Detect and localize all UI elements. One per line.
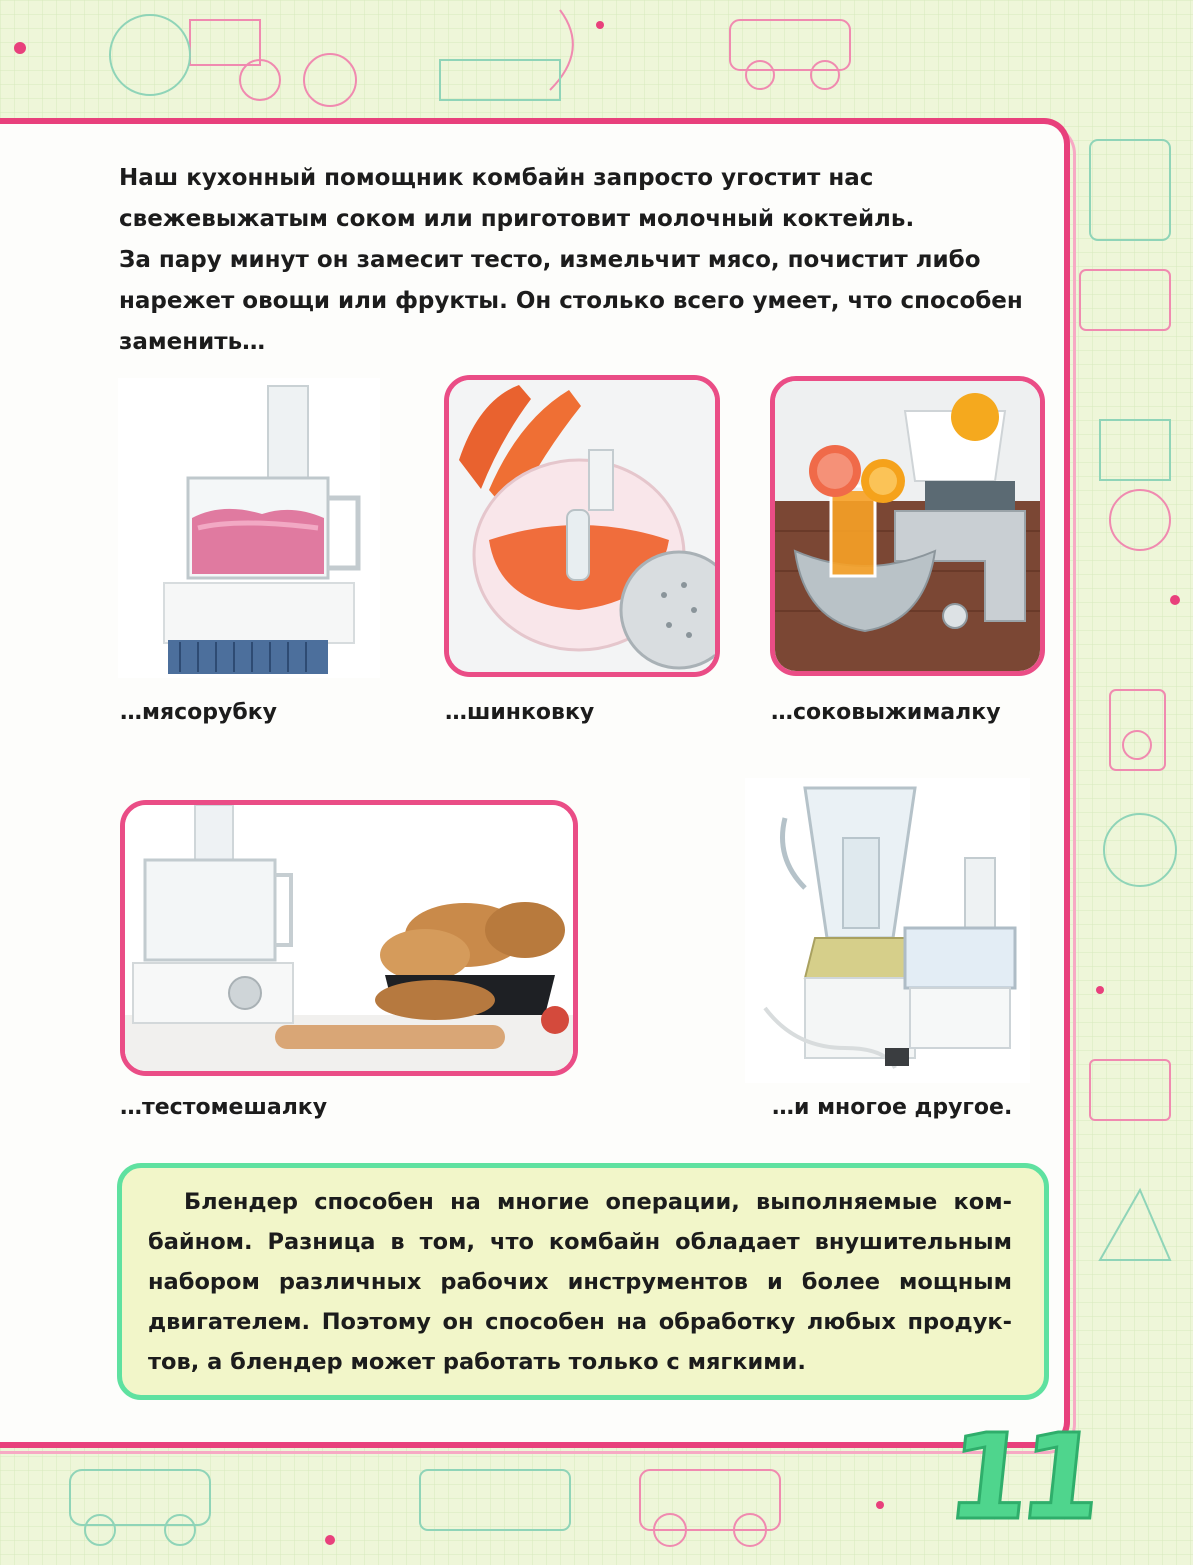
intro-line: заменить…: [119, 329, 266, 355]
intro-line: Наш кухонный помощник комбайн запросто угостит нас: [119, 165, 874, 191]
caption-juicer: …соковыжималку: [771, 700, 1001, 725]
blender-and-processor-photo: [745, 778, 1030, 1083]
note-line: набором различных рабочих инструментов и более мощным: [148, 1269, 1012, 1295]
food-processor-with-meat-photo: [118, 378, 380, 678]
caption-meat-grinder: …мясорубку: [120, 700, 277, 725]
intro-line: нарежет овощи или фрукты. Он столько всего умеет, что способен: [119, 288, 1023, 314]
note-line: байном. Разница в том, что комбайн обладает внушительным: [148, 1229, 1012, 1255]
caption-dough-mixer: …тестомешалку: [120, 1095, 328, 1120]
note-line: Блендер способен на многие операции, выполняемые ком-: [184, 1189, 1012, 1215]
page-number: 11: [940, 1408, 1100, 1546]
juicer-with-oranges-photo: [770, 376, 1045, 676]
caption-much-more: …и многое другое.: [772, 1095, 1013, 1120]
intro-paragraph: [119, 158, 1059, 363]
intro-line: За пару минут он замесит тесто, измельчит мясо, почистит либо: [119, 247, 981, 273]
note-line: тов, а блендер может работать только с мягкими.: [148, 1349, 806, 1375]
note-line: двигателем. Поэтому он способен на обработку любых продук-: [148, 1309, 1012, 1335]
mixer-with-bread-photo: [120, 800, 578, 1076]
shredder-with-carrots-photo: [444, 375, 720, 677]
intro-line: свежевыжатым соком или приготовит молочный коктейль.: [119, 206, 915, 232]
note-paragraph: [148, 1182, 1012, 1382]
caption-shredder: …шинковку: [445, 700, 595, 725]
